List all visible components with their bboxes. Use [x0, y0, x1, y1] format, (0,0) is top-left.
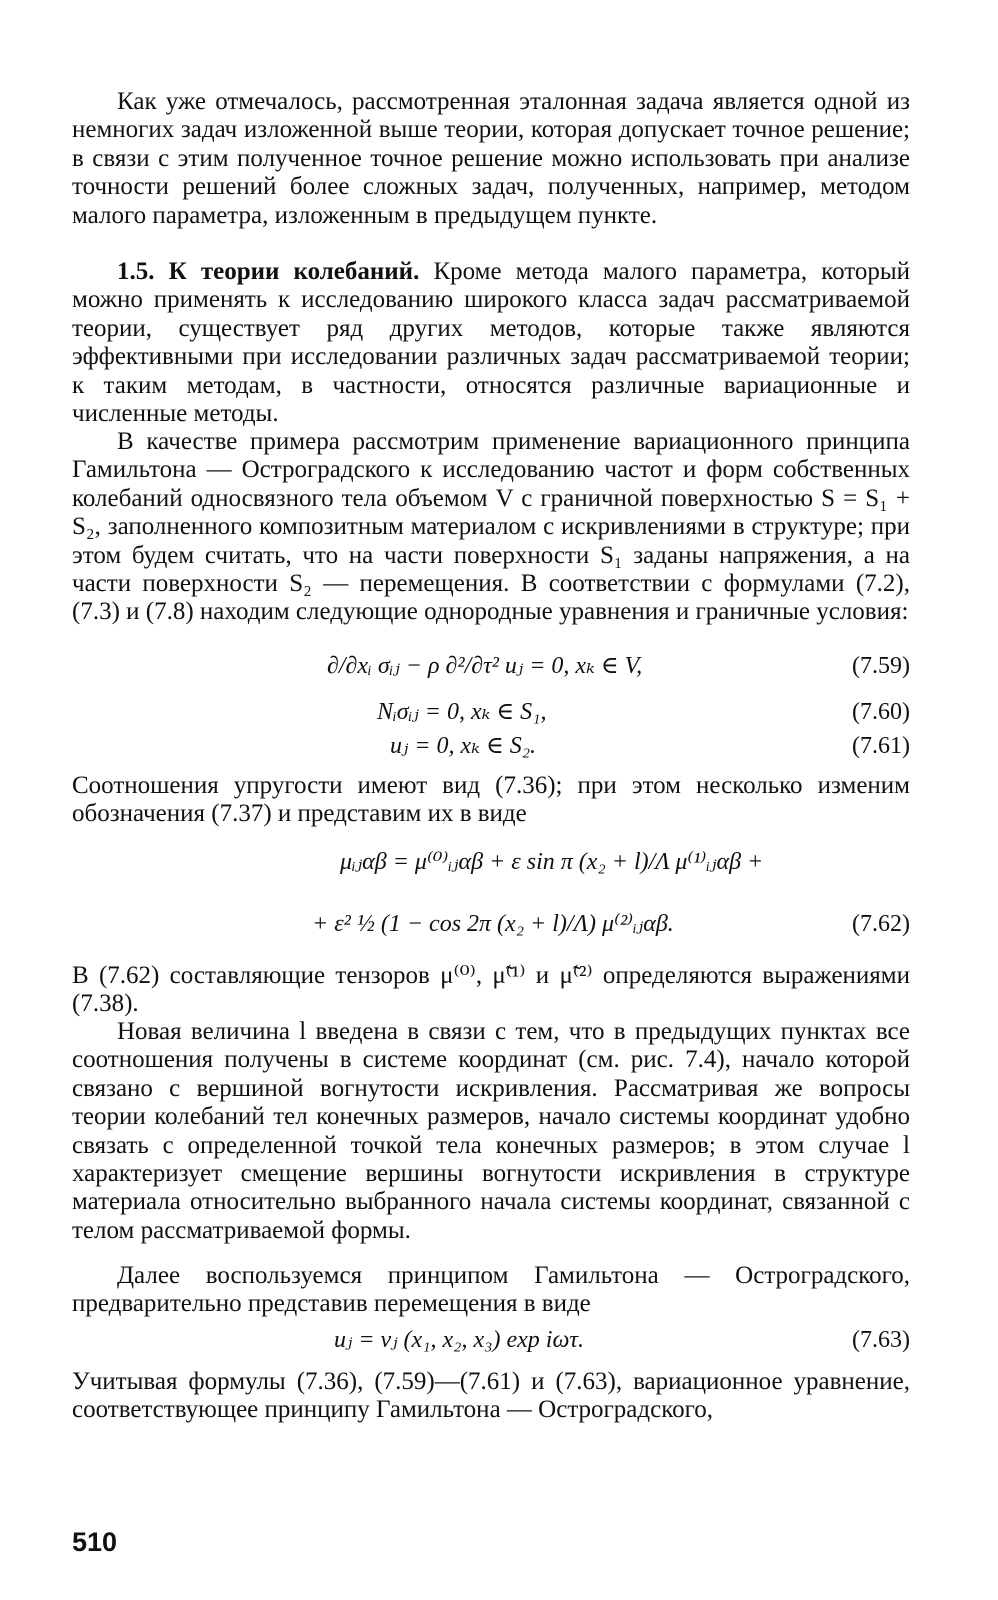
equation-7-60 — [72, 698, 910, 728]
equation-number: (7.63) — [852, 1327, 910, 1353]
paragraph-reference-problem: Как уже отмечалось, рассмотренная эталонная задача является одной из немногих задач изложенной выше теории, которая допускает точное решение; в связи с этим полученное точное решение можно использовать при анализе точности решений более сложных задач, полученных, например, методом малого параметра, изложенным в предыдущем пункте. — [72, 88, 910, 229]
equation-number: (7.59) — [852, 653, 910, 679]
paragraph-tensor-components: В (7.62) составляющие тензоров μ⁽⁰⁾, μ̃⁽¹⁾ и μ̃⁽²⁾ определяются выражениями (7.38). — [72, 962, 910, 1018]
equation-number: (7.61) — [852, 733, 910, 759]
paragraph-section-1-5 — [72, 258, 910, 428]
section-heading: 1.5. К теории колебаний. — [117, 258, 420, 285]
paragraph-elasticity-relations: Соотношения упругости имеют вид (7.36); при этом несколько изменим обозначения (7.37) и представим их в виде — [72, 772, 910, 828]
equation-formula: μᵢⱼαβ = μ⁽⁰⁾ᵢⱼαβ + ε sin π (x₂ + l)/Λ μ⁽¹⁾ᵢⱼαβ + — [340, 849, 764, 875]
equation-formula: ∂/∂xᵢ σᵢⱼ − ρ ∂²/∂τ² uⱼ = 0, xₖ ∈ V, — [327, 653, 643, 679]
page-number: 510 — [72, 1527, 118, 1557]
equation-formula: + ε² ½ (1 − cos 2π (x₂ + l)/Λ) μ⁽²⁾ᵢⱼαβ. — [312, 911, 674, 937]
equation-7-62-line-2 — [72, 910, 910, 940]
equation-formula: uⱼ = vⱼ (x₁, x₂, x₃) exp iωτ. — [334, 1327, 585, 1353]
paragraph-hamilton-example: В качестве примера рассмотрим применение вариационного принципа Гамильтона — Остроградского к исследованию частот и форм собственных колебаний односвязного тела объемом V с граничной поверхностью S = S₁ + S₂, заполненного композитным материалом с искривлениями в структуре; при этом будем считать, что на части поверхности S₁ заданы напряжения, а на части поверхности S₂ — перемещения. В соответствии с формулами (7.2), (7.3) и (7.8) находим следующие однородные уравнения и граничные условия: — [72, 428, 910, 626]
equation-7-59 — [72, 652, 910, 682]
paragraph-variational-equation: Учитывая формулы (7.36), (7.59)—(7.61) и (7.63), вариационное уравнение, соответствующее принципу Гамильтона — Остроградского, — [72, 1368, 910, 1424]
paragraph-parameter-l: Новая величина l введена в связи с тем, что в предыдущих пунктах все соотношения получены в системе координат (см. рис. 7.4), начало которой связано с вершиной вогнутости искривления. Рассматривая же вопросы теории колебаний тел конечных размеров, начало системы координат удобно связать с определенной точкой тела конечных размеров; в этом случае l характеризует смещение вершины вогнутости искривления в структуре материала относительно выбранного начала системы координат, связанной с телом рассматриваемой формы. — [72, 1018, 910, 1244]
equation-number: (7.62) — [852, 911, 910, 937]
paragraph-displacements: Далее воспользуемся принципом Гамильтона — Остроградского, предварительно представив перемещения в виде — [72, 1262, 910, 1318]
equation-7-63 — [72, 1326, 910, 1356]
equation-7-62-line-1 — [72, 848, 910, 878]
section-body: Кроме метода малого параметра, который можно применять к исследованию широкого класса задач рассматриваемой теории, существует ряд других методов, которые также являются эффективными при исследовании различных задач рассматриваемой теории; к таким методам, в частности, относятся различные вариационные и численные методы. — [72, 258, 911, 428]
equation-number: (7.60) — [852, 699, 910, 725]
equation-7-61 — [72, 732, 910, 762]
equation-formula: uⱼ = 0, xₖ ∈ S₂. — [390, 733, 537, 759]
equation-formula: Nᵢσᵢⱼ = 0, xₖ ∈ S₁, — [377, 699, 547, 725]
